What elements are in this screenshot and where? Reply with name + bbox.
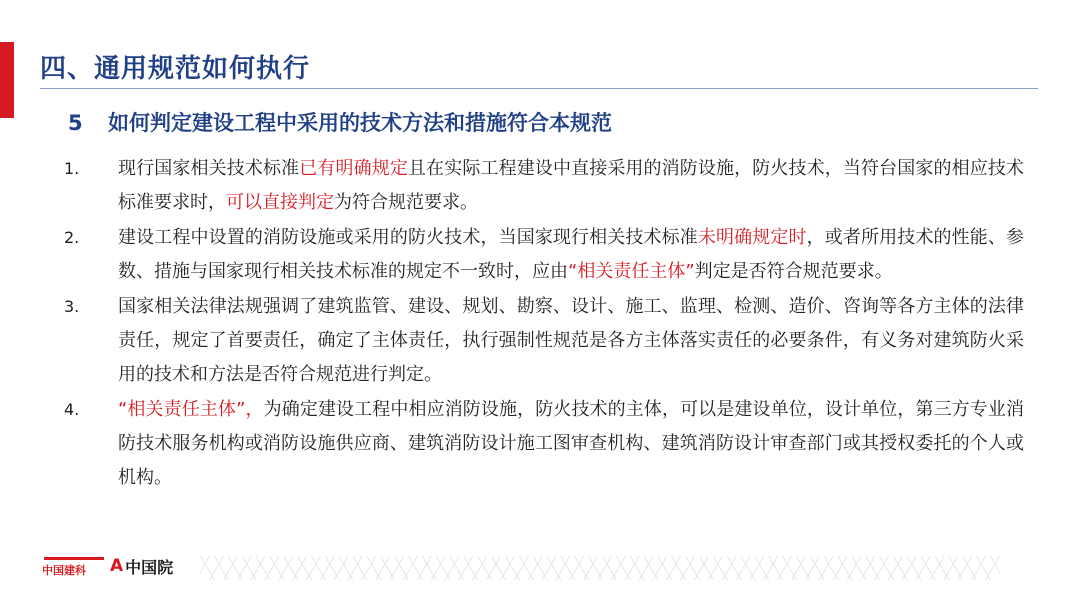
list-item — [64, 152, 1024, 220]
section-heading — [68, 107, 612, 137]
logo-name: 中国院 — [125, 557, 174, 577]
item-number: 4. — [64, 400, 80, 419]
item-text — [118, 152, 1024, 220]
text-run: 国家相关法律法规强调了建筑监管、建设、规划、勘察、设计、施工、监理、检测、造价、咨询等各方主体的法律责任，规定了首要责任，确定了主体责任，执行强制性规范是各方主体落实责任的必要条件，有义务对建筑防火采用的技术和方法是否符合规范进行判定。 — [118, 296, 1024, 385]
logo-bar — [44, 557, 104, 560]
emphasis-run: 已有明确规定 — [299, 158, 408, 179]
accent-bar — [0, 42, 14, 118]
item-text — [118, 290, 1024, 392]
list-item — [64, 290, 1024, 392]
emphasis-run: “相关责任主体” — [568, 261, 695, 282]
text-run: 建设工程中设置的消防设施或采用的防火技术，当国家现行相关技术标准 — [118, 227, 698, 248]
text-run: 且在实际工程建设中直接采用的消防设施，防火技术，当符台国家的相应技术标准要求时， — [118, 158, 1025, 213]
section-number: 5 — [68, 111, 83, 135]
item-number: 2. — [64, 228, 80, 247]
logo-mark — [42, 556, 108, 576]
page-title: 四、通用规范如何执行 — [40, 54, 311, 84]
footer-pattern — [200, 556, 1000, 580]
item-text — [118, 393, 1024, 495]
list-item — [64, 393, 1024, 495]
footer-logo — [42, 554, 173, 578]
title-divider — [40, 88, 1038, 89]
text-run: ，或者所用技术的性能、参数、措施与国家现行相关技术标准的规定不一致时，应由 — [118, 227, 1025, 282]
logo-mark-text: 中国建科 — [42, 564, 86, 577]
rule-list — [64, 152, 1024, 496]
item-number: 3. — [64, 297, 80, 316]
emphasis-run: 未明确规定时 — [697, 227, 807, 248]
item-text — [118, 221, 1024, 289]
list-item — [64, 221, 1024, 289]
section-heading-text: 如何判定建设工程中采用的技术方法和措施符合本规范 — [108, 111, 612, 135]
emphasis-run: 可以直接判定 — [226, 192, 334, 213]
text-run: 为符合规范要求。 — [334, 192, 478, 213]
item-number: 1. — [64, 159, 80, 178]
emphasis-run: “相关责任主体”， — [118, 399, 264, 420]
text-run: 判定是否符合规范要求。 — [694, 261, 893, 282]
text-run: 现行国家相关技术标准 — [118, 158, 300, 179]
logo-a-icon: A — [110, 556, 124, 576]
text-run: 为确定建设工程中相应消防设施，防火技术的主体，可以是建设单位，设计单位，第三方专业消防技术服务机构或消防设施供应商、建筑消防设计施工图审查机构、建筑消防设计审查部门或其授权委托的个人或机构。 — [118, 399, 1025, 488]
